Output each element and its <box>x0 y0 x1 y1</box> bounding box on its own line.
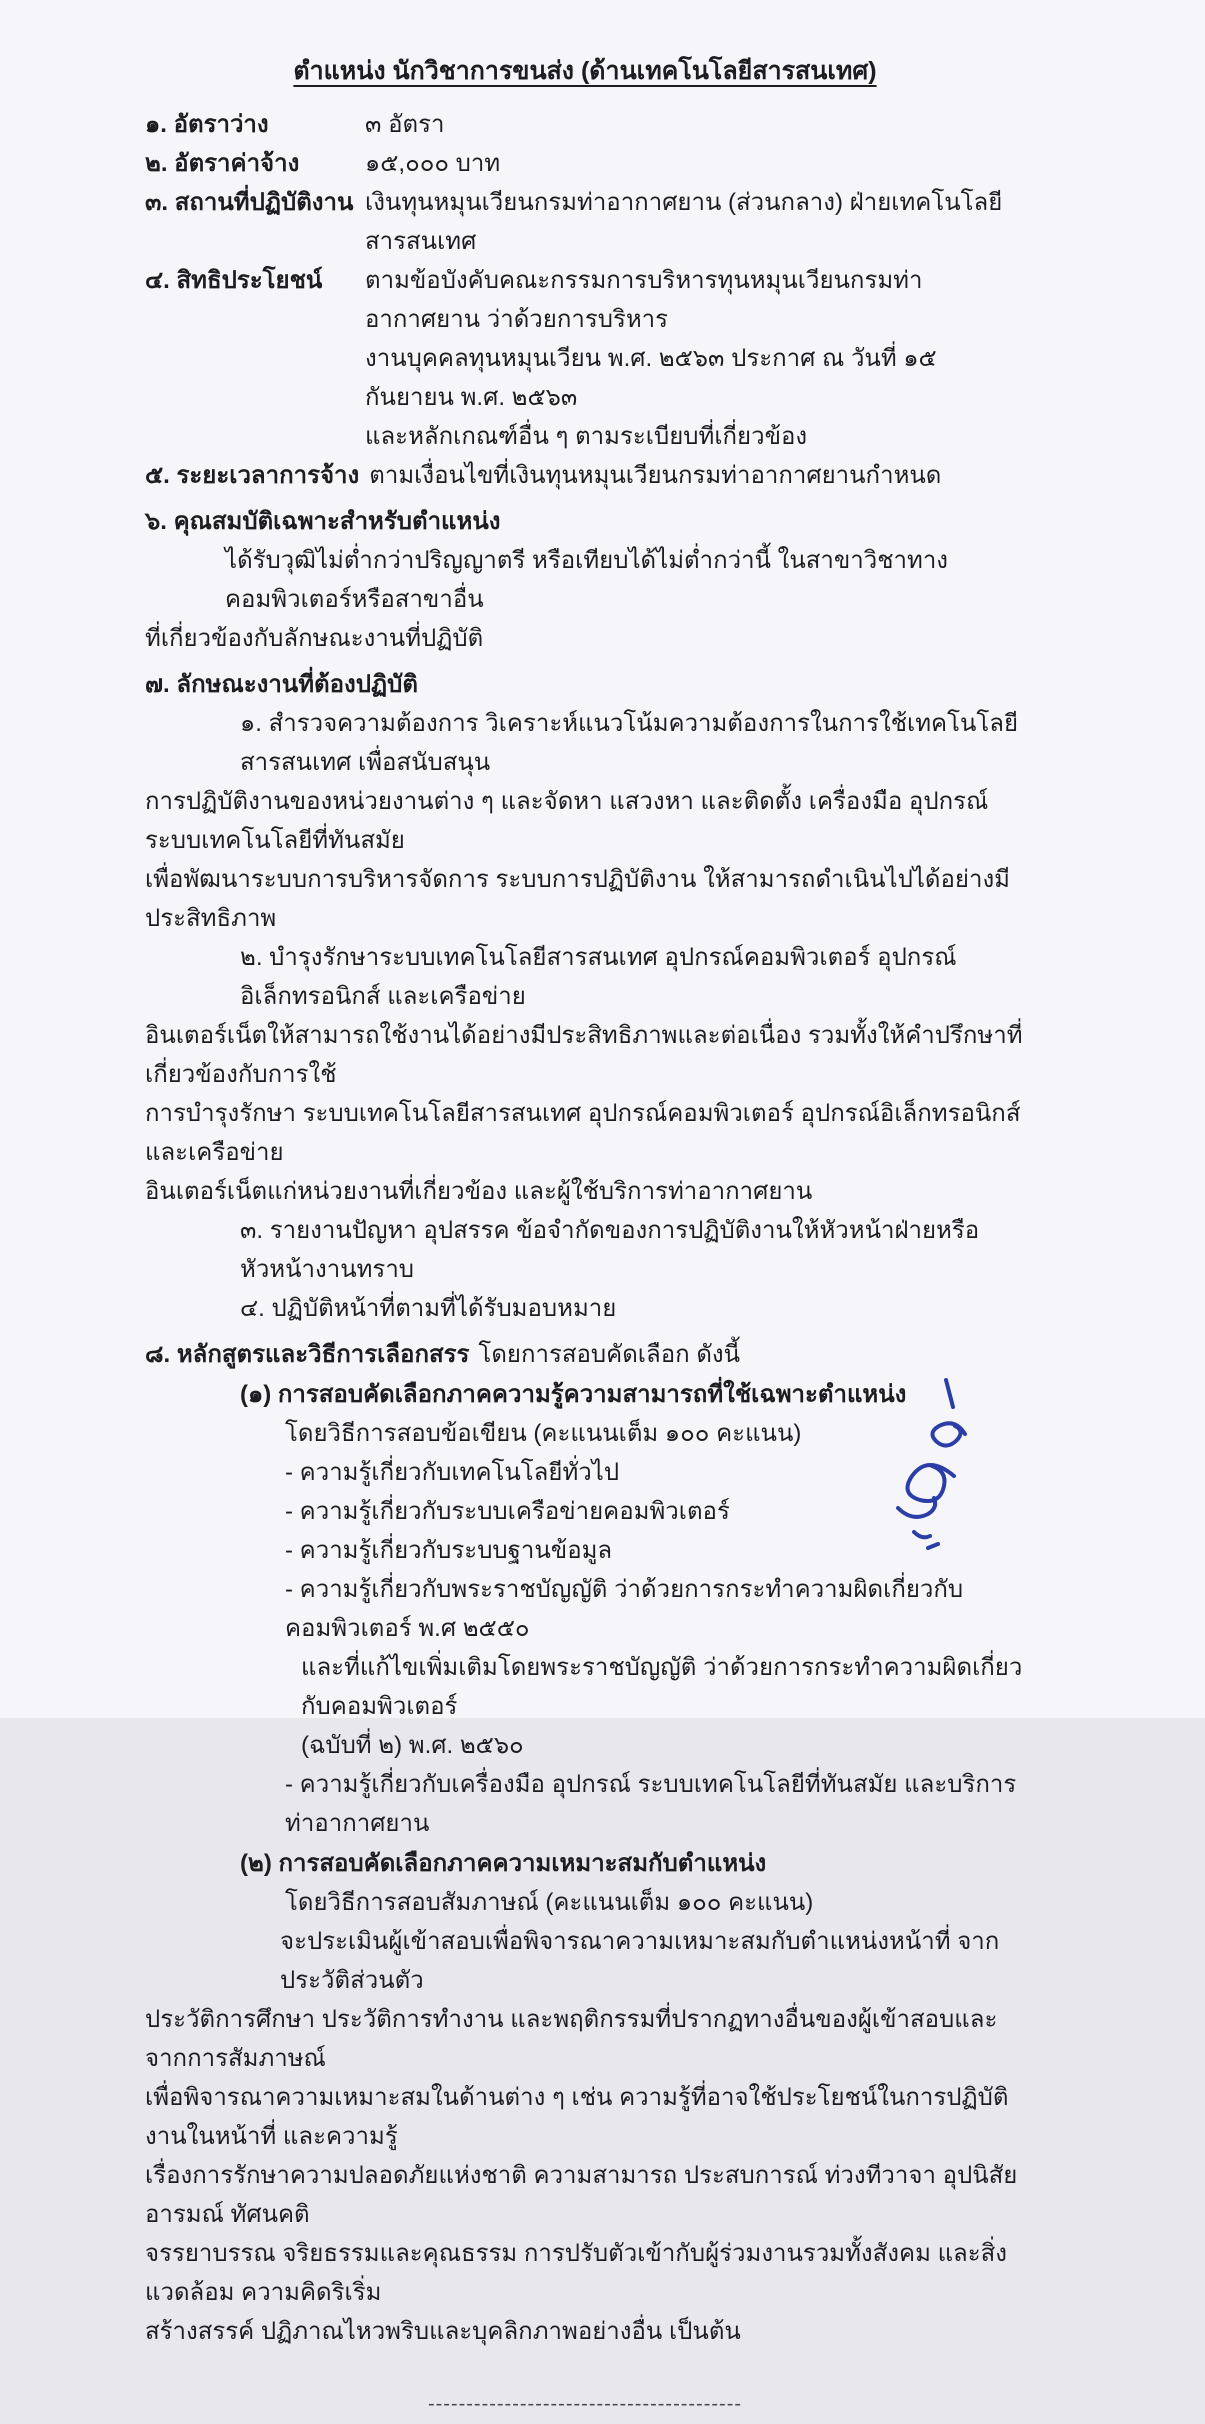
sub-heading-suitability-exam: (๒) การสอบคัดเลือกภาคความเหมาะสมกับตำแหน่ง <box>240 1850 767 1877</box>
text-line: ตามเงื่อนไขที่เงินทุนหมุนเวียนกรมท่าอากาศยานกำหนด <box>369 462 942 489</box>
text-line: ประวัติการศึกษา ประวัติการทำงาน และพฤติกรรมที่ปรากฏทางอื่นของผู้เข้าสอบและจากการสัมภาษณ์ <box>145 2006 998 2072</box>
field-row-benefits <box>145 261 1025 456</box>
text-line: การบำรุงรักษา ระบบเทคโนโลยีสารสนเทศ อุปกรณ์คอมพิวเตอร์ อุปกรณ์อิเล็กทรอนิกส์ และเครือข่าย <box>145 1100 1021 1166</box>
field-row-workplace <box>145 183 1025 261</box>
section-heading-duties: ๗. ลักษณะงานที่ต้องปฏิบัติ <box>145 671 418 698</box>
text-line: (ฉบับที่ ๒) พ.ศ. ๒๕๖๐ <box>301 1732 524 1759</box>
page-title: ตำแหน่ง นักวิชาการขนส่ง (ด้านเทคโนโลยีสารสนเทศ) <box>293 57 877 85</box>
field-label: ๔. สิทธิประโยชน์ <box>145 267 323 294</box>
field-label: ๑. อัตราว่าง <box>145 111 269 138</box>
section-heading-selection <box>145 1335 1025 1374</box>
field-value <box>365 183 1025 261</box>
text-line: - ความรู้เกี่ยวกับเครื่องมือ อุปกรณ์ ระบบเทคโนโลยีที่ทันสมัย และบริการท่าอากาศยาน <box>285 1771 1017 1837</box>
paragraph-interview-criteria <box>145 1922 1025 2351</box>
exam-topic-item <box>285 1765 1025 1843</box>
text-line: การปฏิบัติงานของหน่วยงานต่าง ๆ และจัดหา แสวงหา และติดตั้ง เครื่องมือ อุปกรณ์ ระบบเทคโนโลยีที่ทันสมัย <box>145 788 989 854</box>
field-label: ๓. สถานที่ปฏิบัติงาน <box>145 189 354 216</box>
field-row-vacancy <box>145 105 1025 144</box>
method-line-written-exam: โดยวิธีการสอบข้อเขียน (คะแนนเต็ม ๑๐๐ คะแนน) <box>285 1420 802 1447</box>
text-line: ที่เกี่ยวข้องกับลักษณะงานที่ปฏิบัติ <box>145 625 484 652</box>
text-line: จะประเมินผู้เข้าสอบเพื่อพิจารณาความเหมาะสมกับตำแหน่งหน้าที่ จากประวัติส่วนตัว <box>280 1928 1000 1994</box>
section-heading-rest: โดยการสอบคัดเลือก ดังนี้ <box>478 1341 741 1368</box>
duty-item-4 <box>145 1289 1025 1328</box>
text-line: - ความรู้เกี่ยวกับพระราชบัญญัติ ว่าด้วยการกระทำความผิดเกี่ยวกับคอมพิวเตอร์ พ.ศ ๒๕๕๐ <box>285 1576 964 1642</box>
text-line: ๓. รายงานปัญหา อุปสรรค ข้อจำกัดของการปฏิบัติงานให้หัวหน้าฝ่ายหรือหัวหน้างานทราบ <box>240 1217 980 1283</box>
text-line: ได้รับวุฒิไม่ต่ำกว่าปริญญาตรี หรือเทียบได้ไม่ต่ำกว่านี้ ในสาขาวิชาทางคอมพิวเตอร์หรือสาขาอื่น <box>225 547 949 613</box>
text-line: ๒. บำรุงรักษาระบบเทคโนโลยีสารสนเทศ อุปกรณ์คอมพิวเตอร์ อุปกรณ์อิเล็กทรอนิกส์ และเครือข่าย <box>240 944 957 1010</box>
text-line: ๔. ปฏิบัติหน้าที่ตามที่ได้รับมอบหมาย <box>240 1295 617 1322</box>
duty-item-1 <box>145 704 1025 938</box>
paragraph-qualifications <box>145 541 1025 658</box>
text-line: อินเตอร์เน็ตให้สามารถใช้งานได้อย่างมีประสิทธิภาพและต่อเนื่อง รวมทั้งให้คำปรึกษาที่เกี่ยวข้องกับการใช้ <box>145 1022 1023 1088</box>
field-label: ๒. อัตราค่าจ้าง <box>145 150 300 177</box>
sub-heading-knowledge-exam: (๑) การสอบคัดเลือกภาคความรู้ความสามารถที่ใช้เฉพาะตำแหน่ง <box>240 1381 907 1408</box>
duty-item-3 <box>145 1211 1025 1289</box>
text-line: และที่แก้ไขเพิ่มเติมโดยพระราชบัญญัติ ว่าด้วยการกระทำความผิดเกี่ยวกับคอมพิวเตอร์ <box>301 1654 1023 1720</box>
method-line-interview: โดยวิธีการสอบสัมภาษณ์ (คะแนนเต็ม ๑๐๐ คะแนน) <box>285 1889 814 1916</box>
text-line: - ความรู้เกี่ยวกับเทคโนโลยีทั่วไป <box>285 1459 620 1486</box>
field-row-duration <box>145 456 1025 495</box>
text-line: จรรยาบรรณ จริยธรรมและคุณธรรม การปรับตัวเข้ากับผู้ร่วมงานรวมทั้งสังคม และสิ่งแวดล้อม ความคิดริเริ่ม <box>145 2240 1007 2306</box>
field-value <box>369 456 1025 495</box>
field-value <box>365 105 1025 144</box>
text-line: - ความรู้เกี่ยวกับระบบฐานข้อมูล <box>285 1537 613 1564</box>
handwritten-signature <box>862 1372 992 1557</box>
text-line: ๑๕,๐๐๐ บาท <box>365 150 501 177</box>
dashed-separator: ----------------------------------------- <box>427 2393 743 2415</box>
text-line: งานบุคคลทุนหมุนเวียน พ.ศ. ๒๕๖๓ ประกาศ ณ วันที่ ๑๕ กันยายน พ.ศ. ๒๕๖๓ <box>365 345 937 411</box>
field-row-wage <box>145 144 1025 183</box>
section-heading-bold: ๘. หลักสูตรและวิธีการเลือกสรร <box>145 1341 470 1368</box>
text-line: ๓ อัตรา <box>365 111 445 138</box>
text-line: ๑. สำรวจความต้องการ วิเคราะห์แนวโน้มความต้องการในการใช้เทคโนโลยีสารสนเทศ เพื่อสนับสนุน <box>240 710 1019 776</box>
field-value <box>365 144 1025 183</box>
text-line: สร้างสรรค์ ปฏิภาณไหวพริบและบุคลิกภาพอย่างอื่น เป็นต้น <box>145 2318 741 2345</box>
field-value <box>365 261 1025 456</box>
field-label: ๕. ระยะเวลาการจ้าง <box>145 462 360 489</box>
text-line: เพื่อพัฒนาระบบการบริหารจัดการ ระบบการปฏิบัติงาน ให้สามารถดำเนินไปได้อย่างมีประสิทธิภาพ <box>145 866 1010 932</box>
text-line: ตามข้อบังคับคณะกรรมการบริหารทุนหมุนเวียนกรมท่าอากาศยาน ว่าด้วยการบริหาร <box>365 267 923 333</box>
text-line: เพื่อพิจารณาความเหมาะสมในด้านต่าง ๆ เช่น ความรู้ที่อาจใช้ประโยชน์ในการปฏิบัติงานในหน้าที่ และความรู้ <box>145 2084 1009 2150</box>
text-line: - ความรู้เกี่ยวกับระบบเครือข่ายคอมพิวเตอร์ <box>285 1498 730 1525</box>
exam-topic-item <box>285 1570 1025 1765</box>
text-line: และหลักเกณฑ์อื่น ๆ ตามระเบียบที่เกี่ยวข้อง <box>365 423 808 450</box>
text-line: เงินทุนหมุนเวียนกรมท่าอากาศยาน (ส่วนกลาง) ฝ่ายเทคโนโลยีสารสนเทศ <box>365 189 1003 255</box>
text-line: เรื่องการรักษาความปลอดภัยแห่งชาติ ความสามารถ ประสบการณ์ ท่วงทีวาจา อุปนิสัย อารมณ์ ทัศนคติ <box>145 2162 1018 2228</box>
duty-item-2 <box>145 938 1025 1211</box>
text-line: อินเตอร์เน็ตแก่หน่วยงานที่เกี่ยวข้อง และผู้ใช้บริการท่าอากาศยาน <box>145 1178 813 1205</box>
section-heading-qualifications: ๖. คุณสมบัติเฉพาะสำหรับตำแหน่ง <box>145 508 501 535</box>
